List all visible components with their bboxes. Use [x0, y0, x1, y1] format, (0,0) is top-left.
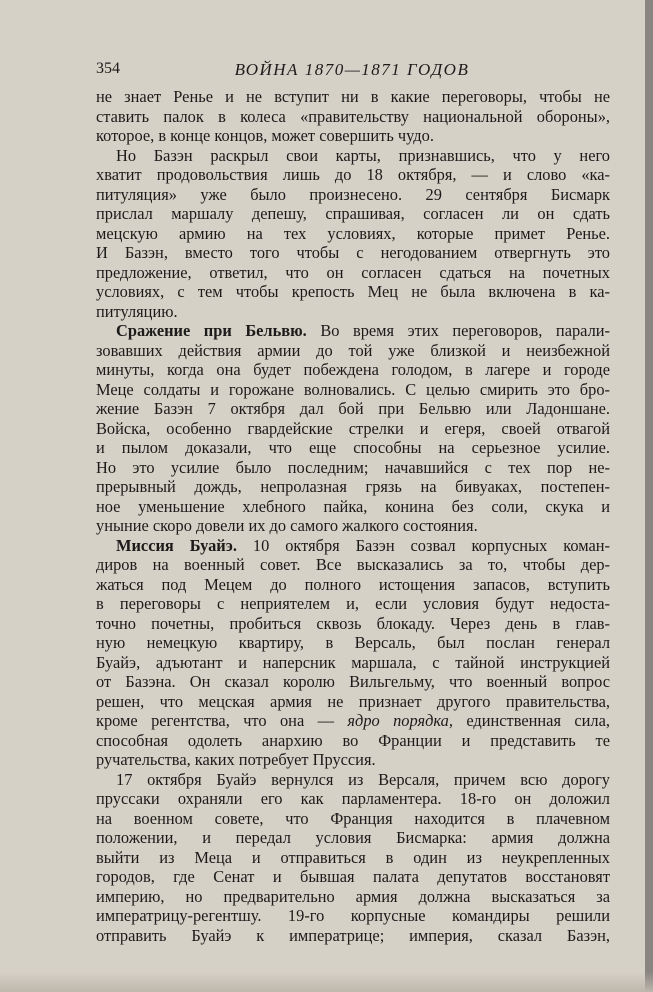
line-text: И Базэн, вместо того чтобы с негодованием отвергнуть это	[96, 243, 610, 262]
page-bottom-shade	[0, 972, 653, 992]
text-line	[96, 477, 610, 497]
line-text: пруссаки охраняли его как парламентера. 18-го он доложил	[96, 789, 610, 808]
line-text: на военном совете, что Франция находится в плачевном	[96, 808, 610, 828]
line-text: выйти из Меца и отправиться в один из неукрепленных	[96, 847, 610, 867]
line-text: Во время этих переговоров, парали-	[320, 321, 610, 340]
text-line	[96, 185, 610, 205]
text-line	[96, 809, 610, 829]
line-text: положении, и передал условия Бисмарка: армия должна	[96, 828, 610, 847]
section-heading: Сражение при Бельвю.	[116, 321, 307, 340]
line-text: ручательства, каких потребует Пруссия.	[96, 750, 376, 769]
line-text: точно почетны, пробиться сквозь блокаду. Через день в глав-	[96, 613, 610, 633]
scan-edge	[645, 0, 653, 992]
text-line	[96, 926, 610, 946]
text-line	[96, 867, 610, 887]
emphasis-text: ядро порядка,	[347, 711, 453, 730]
text-line	[96, 146, 610, 166]
text-line	[96, 770, 610, 790]
text-line	[96, 341, 610, 361]
text-line	[96, 224, 610, 244]
line-text: хватит продовольствия лишь до 18 октября, — и слово «ка-	[96, 165, 610, 184]
line-text: прислал маршалу депешу, спрашивая, согласен ли он сдать	[96, 204, 610, 223]
line-text: 10 октября Базэн созвал корпусных коман-	[252, 535, 610, 555]
text-line	[96, 516, 610, 536]
text-line	[96, 243, 610, 263]
line-text-continued: единственная сила,	[466, 711, 610, 730]
line-text: в переговоры с неприятелем и, если условия будут недоста-	[96, 594, 610, 613]
line-text: и пылом доказали, что еще способны на серьезное усилие.	[96, 438, 610, 457]
line-text: 17 октября Буайэ вернулся из Версаля, причем всю дорогу	[116, 769, 610, 789]
text-line	[96, 555, 610, 575]
line-text: Буайэ, адъютант и наперсник маршала, с тайной инструкцией	[96, 652, 610, 672]
line-text: Войска, особенно гвардейские стрелки и егеря, своей отвагой	[96, 418, 610, 438]
text-line	[96, 360, 610, 380]
text-line	[96, 458, 610, 478]
line-text: отправить Буайэ к императрице; империя, сказал Базэн,	[96, 925, 610, 945]
text-line	[96, 204, 610, 224]
line-text: не знает Ренье и не вступит ни в какие переговоры, чтобы не	[96, 87, 610, 106]
text-line	[96, 906, 610, 926]
line-text: императрицу-регентшу. 19-го корпусные командиры решили	[96, 906, 610, 925]
line-text: жение Базэн 7 октября дал бой при Бельвю или Ладоншане.	[96, 399, 610, 418]
text-line	[96, 789, 610, 809]
text-line	[96, 614, 610, 634]
text-line	[96, 575, 610, 595]
text-line	[96, 107, 610, 127]
line-text: диров на военный совет. Все высказались за то, чтобы дер-	[96, 555, 610, 574]
text-line	[96, 399, 610, 419]
text-line	[96, 750, 610, 770]
line-text: ставить палок в колеса «правительству национальной обороны»,	[96, 106, 610, 126]
line-text: минуты, когда она будет побеждена голодом, в лагере и городе	[96, 360, 610, 379]
line-text: питуляция» уже было произнесено. 29 сентября Бисмарк	[96, 184, 610, 204]
text-line	[96, 692, 610, 712]
line-text: уныние скоро довели их до самого жалкого состояния.	[96, 516, 478, 535]
text-line	[96, 302, 610, 322]
line-text: империю, но предварительно армия должна высказаться за	[96, 886, 610, 906]
line-text: которое, в конце концов, может совершить чудо.	[96, 126, 434, 145]
body-text	[96, 87, 610, 945]
line-text: от Базэна. Он сказал королю Вильгельму, что военный вопрос	[96, 672, 610, 691]
text-line	[96, 633, 610, 653]
text-line	[96, 321, 610, 341]
text-line	[96, 594, 610, 614]
line-text: Но это усилие было последним; начавшийся с тех пор не-	[96, 457, 610, 477]
page-header	[96, 60, 608, 84]
running-title: ВОЙНА 1870—1871 ГОДОВ	[234, 60, 470, 79]
text-line	[96, 263, 610, 283]
line-text: предложение, ответил, что он согласен сдаться на почетных	[96, 262, 610, 282]
text-line	[96, 711, 610, 731]
line-text: питуляцию.	[96, 301, 178, 321]
text-line	[96, 380, 610, 400]
text-line	[96, 848, 610, 868]
text-line	[96, 887, 610, 907]
line-text: ную немецкую квартиру, в Версаль, был послан генерал	[96, 633, 610, 652]
text-line	[96, 731, 610, 751]
text-line	[96, 828, 610, 848]
section-heading: Миссия Буайэ.	[116, 535, 237, 555]
text-line	[96, 126, 610, 146]
line-text: зовавших действия армии до той уже близкой и неизбежной	[96, 340, 610, 360]
line-text: мецскую армию на тех условиях, которые примет Ренье.	[96, 223, 610, 243]
text-line	[96, 497, 610, 517]
page-number: 354	[96, 60, 120, 77]
line-text: городов, где Сенат и бывшая палата депутатов восстановят	[96, 867, 610, 886]
text-line	[96, 282, 610, 302]
line-text: Но Базэн раскрыл свои карты, признавшись, что у него	[116, 145, 610, 165]
text-line	[96, 165, 610, 185]
line-text: жаться под Мецем до полного истощения запасов, вступить	[96, 574, 610, 594]
line-text: кроме регентства, что она —	[96, 711, 334, 730]
line-text: условиях, с тем чтобы крепость Мец не была включена в ка-	[96, 282, 610, 301]
line-text: прерывный дождь, непролазная грязь на бивуаках, постепен-	[96, 477, 610, 496]
line-text: способная одолеть анархию во Франции и представить те	[96, 730, 610, 750]
line-text: Меце солдаты и горожане волновались. С целью смирить это бро-	[96, 379, 610, 399]
text-line	[96, 87, 610, 107]
text-line	[96, 653, 610, 673]
text-line	[96, 672, 610, 692]
text-line	[96, 536, 610, 556]
line-text: ное уменьшение хлебного пайка, конина без соли, скука и	[96, 496, 610, 516]
text-line	[96, 419, 610, 439]
line-text: решен, что мецская армия не признает другого правительства,	[96, 691, 610, 711]
text-line	[96, 438, 610, 458]
